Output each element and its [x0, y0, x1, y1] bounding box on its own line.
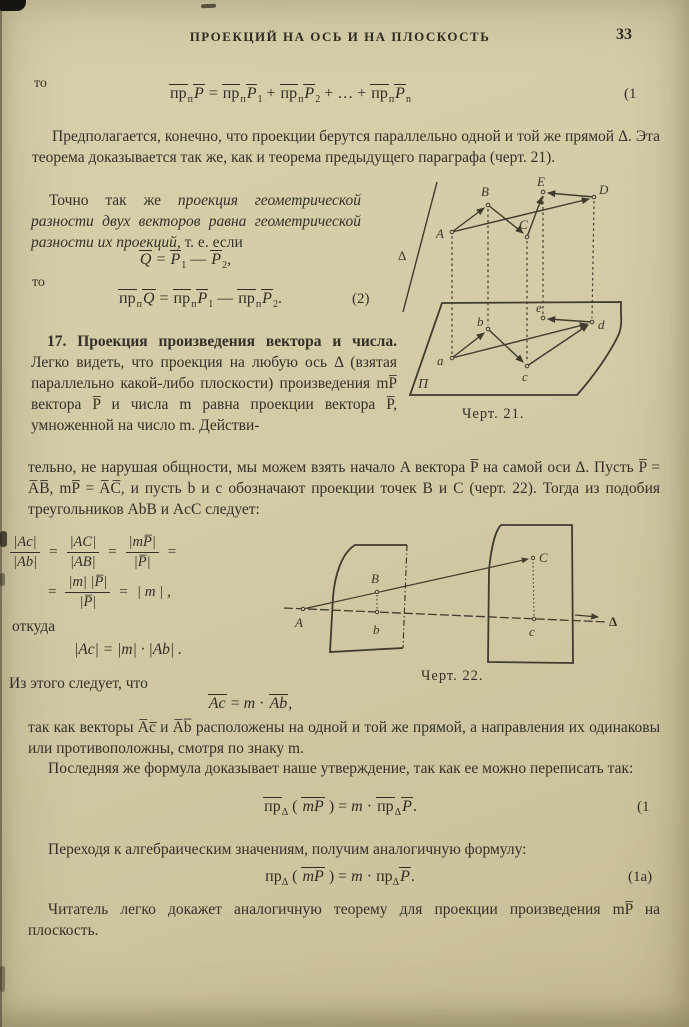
lead-word: то	[34, 76, 47, 91]
equation-1-number: (1	[624, 86, 637, 102]
point-c	[532, 617, 535, 620]
scan-top-dash	[201, 4, 216, 9]
point-D	[592, 195, 596, 199]
paragraph-intro: Предполагается, конечно, что проекции берутся параллельно одной и той же прямой Δ. Эта теорема доказывается так же, как и теорема предыдущего параграфа (черт. 21).	[32, 128, 660, 166]
label-B: B	[371, 571, 379, 586]
delta-axis-line	[403, 182, 437, 312]
whence-label: откуда	[12, 618, 56, 635]
label-a: a	[437, 353, 444, 368]
label-b: b	[477, 314, 484, 329]
label-A: A	[295, 615, 303, 630]
point-c	[525, 364, 529, 368]
projection-line-Cc	[533, 562, 534, 616]
label-C: C	[539, 550, 548, 565]
point-b	[375, 610, 378, 613]
page-number: 33	[616, 26, 632, 43]
follows-label: Из этого следует, что	[9, 675, 148, 692]
plane-2-outline	[488, 525, 573, 663]
paragraph-algebraic: Переходя к алгебраическим значениям, получим аналогичную формулу:	[48, 841, 527, 858]
paragraph-last-formula: Последняя же формула доказывает наше утверждение, так как ее можно переписать так:	[48, 760, 634, 777]
point-C	[531, 556, 534, 559]
equation-2: $пр_пQ = пр_пP_1$ — $пр_пP_2$.	[119, 290, 282, 311]
point-B	[375, 590, 378, 593]
ratio-row-2	[48, 574, 171, 610]
theorem-tail: т. е. если	[180, 234, 243, 251]
equation-Ac: Ac = m · Ab,	[208, 695, 293, 712]
figure-21	[396, 176, 688, 404]
label-delta: Δ	[609, 614, 618, 629]
section-17-heading: 17. Проекция произведения вектора и числа.	[47, 333, 397, 350]
label-C: C	[519, 217, 528, 232]
scan-left-edge	[0, 0, 2, 1027]
label-E: E	[537, 176, 545, 189]
label-d: d	[598, 317, 605, 332]
ratio-tail: | m | ,	[136, 583, 171, 600]
point-b	[486, 327, 490, 331]
equation-pr1: $пр_\Delta$ ( mP ) = $m \cdot пр_\Delta P$.	[264, 798, 417, 819]
point-A	[301, 607, 304, 610]
label-e: e	[536, 300, 542, 315]
figure-22	[276, 522, 624, 672]
equation-pr1-number: (1	[637, 799, 650, 815]
equation-pr1a-number: (1a)	[628, 869, 653, 885]
point-A	[450, 230, 454, 234]
label-B: B	[481, 184, 489, 199]
plane-1-right-edge	[403, 545, 407, 648]
fraction: $\frac{|AC|}{|AB|}$	[67, 534, 100, 570]
equals-sign: =	[119, 583, 128, 600]
label-c: c	[522, 369, 528, 384]
ratio-row-1	[10, 534, 176, 570]
equation-1: $пр_пP = пр_пP_1 + пр_пP_2$ + … + $пр_пP_n$	[170, 85, 411, 106]
point-a	[450, 356, 454, 360]
section-17-paragraph	[31, 331, 397, 436]
equals-sign: =	[48, 583, 57, 600]
scan-smudge	[0, 573, 5, 586]
equation-2-number: (2)	[352, 291, 370, 307]
theorem-italic: проекция геометрической разности двух векторов равна геометрической разности их проекций,	[31, 192, 362, 251]
fraction: $\frac{|Ac|}{|Ab|}$	[10, 534, 40, 570]
point-B	[486, 203, 490, 207]
point-C	[525, 235, 529, 239]
plane-outline	[410, 302, 621, 395]
vector-bc	[488, 329, 523, 362]
point-E	[541, 190, 545, 194]
delta-axis-arrow	[575, 615, 598, 617]
section-17-body-narrow: Легко видеть, что проекция на любую ось Δ (взятая параллельно какой-либо плоскости) произведения mP̅ вектора P̅ и числа m равна проекции вектора P̅, умноженной на число m. Действи-	[31, 354, 397, 434]
paragraph-reader: Читатель легко докажет аналогичную теорему для проекции произведения mP̅ на плоскость.	[28, 901, 660, 939]
section-17-body-wide: тельно, не нарушая общности, мы можем взять начало A вектора P̅ на самой оси Δ. Пусть P̅ = A̅B̅, mP̅ = A̅C̅, и пусть b и c обозначают проекции точек B и C (черт. 22). Тогда из подобия треугольников AbB и AcC следует:	[28, 459, 660, 518]
projection-line-Dd	[592, 201, 594, 318]
theorem-lead: Точно так же	[49, 192, 178, 209]
equation-pr1a: $пр_\Delta$ ( mP ) = $m \cdot пр_\Delta P$.	[265, 868, 415, 889]
equals-sign: =	[49, 543, 58, 560]
label-c: c	[529, 624, 535, 639]
scan-smudge	[0, 966, 5, 992]
fraction: $\frac{|mP̅|}{|P̅|}$	[126, 534, 159, 570]
plane-1-outline	[330, 545, 407, 652]
label-D: D	[599, 182, 609, 197]
equals-sign: =	[108, 543, 117, 560]
running-head-title: ПРОЕКЦИЙ НА ОСЬ И НА ПЛОСКОСТЬ	[189, 29, 491, 44]
vector-AC	[303, 559, 528, 609]
paragraph-since: так как векторы A̅c̅ и A̅b̅ расположены на одной и той же прямой, а направления их одинаковы или противоположны, смотря по знаку m.	[28, 719, 660, 757]
point-e	[541, 316, 545, 320]
paragraph-theorem	[31, 190, 361, 253]
vector-ad	[452, 324, 587, 358]
equals-sign: =	[167, 543, 177, 560]
label-plane: П	[418, 377, 429, 392]
vector-de	[548, 319, 592, 322]
vector-CE	[527, 197, 542, 237]
point-d	[590, 320, 594, 324]
label-A: A	[436, 226, 444, 241]
vector-DE	[548, 193, 594, 197]
figure-21-caption: Черт. 21.	[462, 406, 525, 422]
scan-smudge	[0, 531, 7, 547]
label-delta: Δ	[398, 248, 407, 263]
equation-abs: |Ac| = |m| · |Ab| .	[74, 641, 182, 658]
figure-22-caption: Черт. 22.	[421, 668, 484, 684]
label-b: b	[373, 622, 380, 637]
equation-Q: $Q = P_1$ — $P_2$,	[139, 251, 232, 272]
fraction: $\frac{|m| |P̅|}{|P̅|}$	[65, 574, 110, 610]
lead-word: то	[32, 275, 45, 290]
scan-corner-mark	[0, 0, 26, 11]
